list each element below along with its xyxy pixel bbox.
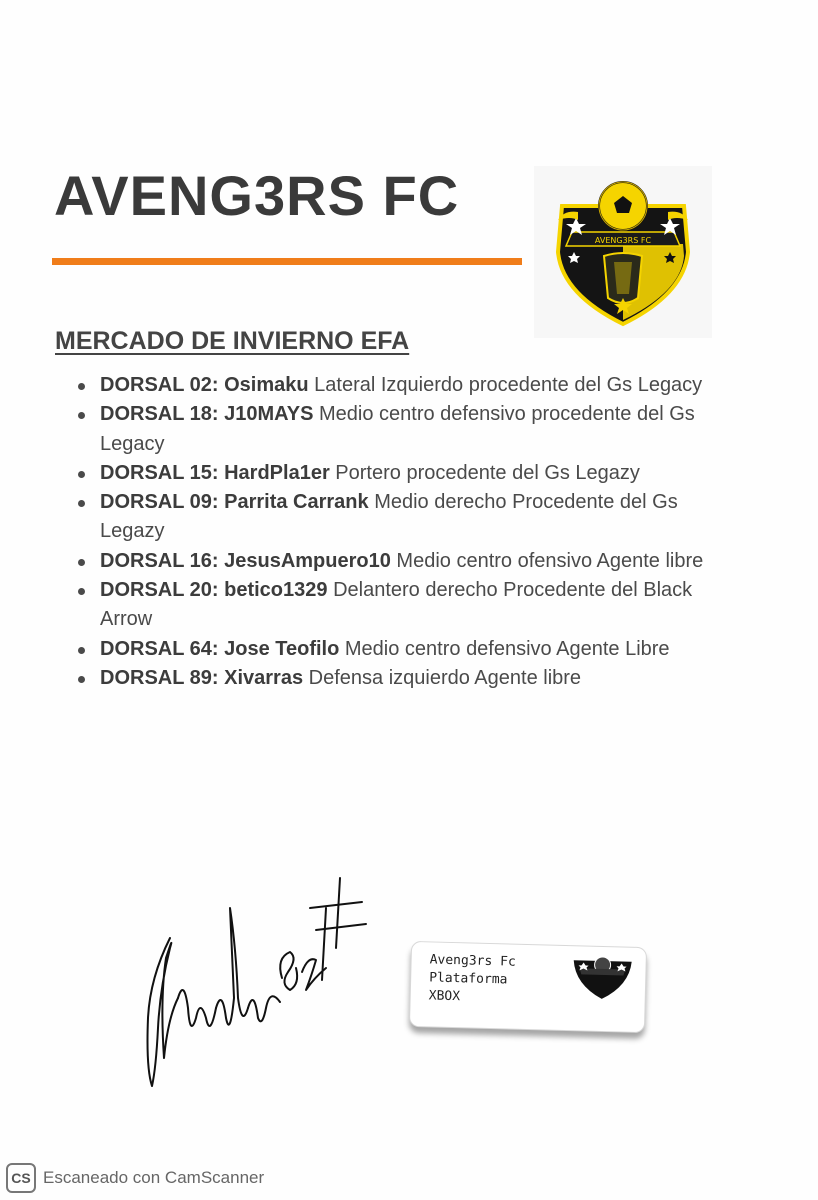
dorsal-label: DORSAL 16: [100,549,219,572]
stamp-platform-value: XBOX [428,988,461,1005]
team-crest-icon [569,954,636,1007]
dorsal-label: DORSAL 64: [100,637,219,660]
list-item [78,400,728,459]
player-detail: Portero procedente del Gs Legazy [335,461,640,484]
platform-stamp [409,941,647,1033]
scanner-footer [6,1162,264,1194]
bullet-icon [78,412,85,419]
player-name: betico1329 [224,579,328,602]
player-detail: Medio centro ofensivo Agente libre [396,549,704,572]
player-detail: Medio centro defensivo procedente del Gs Legacy [100,403,695,455]
player-name: Jose Teofilo [224,637,340,660]
transfer-list [78,371,728,693]
scanner-watermark-text: Escaneado con CamScanner [43,1168,265,1187]
team-crest-icon [534,166,712,338]
list-item [78,488,728,547]
player-name: Parrita Carrank [224,491,369,514]
player-name: HardPla1er [224,461,330,484]
player-name: Xivarras [224,666,304,689]
team-title: AVENG3RS FC [54,164,460,227]
player-name: Osimaku [224,374,309,396]
player-detail: Delantero derecho Procedente del Black Arrow [100,579,693,631]
player-name: JesusAmpuero10 [224,549,391,572]
dorsal-label: DORSAL 15: [100,461,219,484]
bullet-icon [78,647,85,654]
bullet-icon [78,383,85,390]
svg-text:AVENG3RS FC: AVENG3RS FC [594,236,652,245]
dorsal-label: DORSAL 20: [100,579,219,602]
player-detail: Medio centro defensivo Agente Libre [344,637,670,660]
bullet-icon [78,471,85,478]
bullet-icon [78,500,85,507]
handwritten-signature [130,868,370,1103]
section-title: MERCADO DE INVIERNO EFA [55,327,410,355]
player-detail: Medio derecho Procedente del Gs Legazy [100,491,678,543]
camscanner-logo-icon: CS [6,1163,36,1193]
dorsal-label: DORSAL 09: [100,491,219,514]
title-underline-bar [52,258,522,265]
bullet-icon [78,676,85,683]
list-item [78,635,728,664]
dorsal-label: DORSAL 18: [100,403,219,426]
bullet-icon [78,559,85,566]
dorsal-label: DORSAL 89: [100,666,219,689]
list-item [78,547,728,576]
list-item [78,576,728,635]
player-detail: Defensa izquierdo Agente libre [308,666,582,689]
stamp-team: Aveng3rs Fc [429,952,516,970]
list-item [78,371,728,400]
bullet-icon [78,588,85,595]
list-item [78,664,728,693]
dorsal-label: DORSAL 02: [100,374,219,396]
stamp-platform-label: Plataforma [429,970,508,988]
player-detail: Lateral Izquierdo procedente del Gs Legacy [314,374,703,396]
player-name: J10MAYS [224,403,314,426]
list-item [78,459,728,488]
